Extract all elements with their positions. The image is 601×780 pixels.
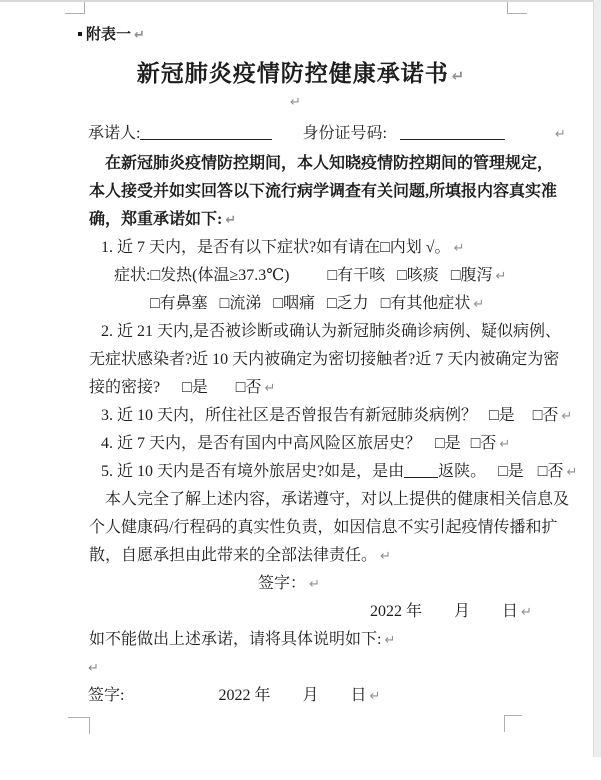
- intro-line-1: 在新冠肺炎疫情防控期间，本人知晓疫情防控期间的管理规定，: [105, 155, 554, 172]
- paragraph-mark: ↵: [453, 241, 465, 256]
- date-line-main: [370, 598, 532, 626]
- q3-no-checkbox[interactable]: □否: [532, 407, 559, 424]
- page-title: 新冠肺炎疫情防控健康承诺书: [136, 61, 449, 86]
- closing-line-1: 本人完全了解上述内容，承诺遵守，对以上提供的健康相关信息及: [105, 491, 570, 508]
- promisor-blank[interactable]: [140, 123, 272, 140]
- q4-no-checkbox[interactable]: □否: [470, 435, 497, 452]
- checkbox-fever[interactable]: □发热(体温≥37.3℃): [150, 267, 290, 284]
- paragraph-mark: ↵: [225, 213, 237, 228]
- checkbox-runny-nose[interactable]: □流涕: [219, 295, 262, 312]
- checkbox-fatigue[interactable]: □乏力: [327, 295, 369, 312]
- question-4: 4. 近 7 天内，是否有国内中高风险区旅居史？ □是 □否 ↵: [101, 430, 510, 458]
- paragraph-mark: ↵: [309, 577, 320, 592]
- empty-paragraph: [290, 88, 301, 116]
- checkbox-sputum[interactable]: □咳痰: [397, 267, 439, 284]
- question-2-line-2: 无症状感染者?近 10 天内被确定为密切接触者?近 7 天内被确定为密: [89, 351, 560, 368]
- question-2-line-1: 2. 近 21 天内,是否被诊断或确认为新冠肺炎确诊病例、疑似病例、: [101, 323, 562, 340]
- question-3: 3. 近 10 天内，所住社区是否曾报告有新冠肺炎病例？ □是 □否 ↵: [101, 402, 572, 430]
- paragraph-mark: ↵: [499, 437, 511, 452]
- paragraph-mark: ↵: [290, 95, 301, 110]
- promisor-label: 承诺人:: [88, 125, 141, 142]
- paragraph-mark: ↵: [88, 661, 99, 676]
- paragraph-mark: ↵: [369, 689, 381, 704]
- q2-no-checkbox[interactable]: □否: [235, 379, 262, 396]
- paragraph-mark: ↵: [473, 297, 485, 312]
- q5-no-checkbox[interactable]: □否: [537, 463, 564, 480]
- question-5: 5. 近 10 天内是否有境外旅居史?如是，是由 返陕。 □是 □否 ↵: [101, 458, 577, 486]
- signature-label: 签字:: [88, 687, 125, 704]
- bullet-icon: [78, 32, 82, 36]
- checkbox-diarrhea[interactable]: □腹泻: [450, 267, 493, 284]
- margin-crop-mark-bottom-left: [68, 717, 90, 734]
- q4-yes-checkbox[interactable]: □是: [435, 435, 461, 452]
- paragraph-mark: ↵: [384, 633, 396, 648]
- margin-crop-mark-bottom-right: [504, 715, 522, 732]
- return-place-blank[interactable]: [404, 461, 438, 478]
- signature-line-alt: [88, 682, 380, 710]
- paragraph-mark: ↵: [561, 409, 573, 424]
- attachment-line: [78, 21, 145, 49]
- q2-yes-checkbox[interactable]: □是: [182, 379, 208, 396]
- id-number-blank[interactable]: [400, 123, 505, 140]
- paragraph-mark: ↵: [566, 465, 578, 480]
- checkbox-dry-cough[interactable]: □有干咳: [327, 267, 386, 284]
- q3-yes-checkbox[interactable]: □是: [489, 407, 515, 424]
- attachment-label: 附表一: [86, 27, 132, 43]
- closing-line-2: 个人健康码/行程码的真实性负责，如因信息不实引起疫情传播和扩: [89, 519, 558, 536]
- question-1: 1. 近 7 天内，是否有以下症状?如有请在□内划 √。 ↵: [101, 239, 465, 256]
- date-text: 2022 年 月 日: [218, 687, 367, 704]
- symptoms-label: 症状:: [114, 267, 151, 284]
- checkbox-other-symptoms[interactable]: □有其他症状: [380, 295, 471, 312]
- paragraph-mark: ↵: [380, 549, 391, 564]
- closing-line-3: 散，自愿承担由此带来的全部法律责任。 ↵: [89, 547, 391, 564]
- intro-line-2: 本人接受并如实回答以下流行病学调查有关问题,所填报内容真实准: [89, 183, 558, 200]
- paragraph-mark: ↵: [134, 28, 145, 43]
- checkbox-sore-throat[interactable]: □咽痛: [273, 295, 316, 312]
- signature-line-main: [258, 570, 320, 598]
- paragraph-mark: ↵: [264, 381, 276, 396]
- paragraph-mark: ↵: [495, 269, 507, 284]
- note-line: 如不能做出上述承诺，请将具体说明如下: ↵: [89, 631, 396, 648]
- date-text: 2022 年 月 日: [370, 603, 519, 620]
- symptom-row-1: [114, 262, 506, 290]
- promisor-line: [88, 120, 566, 148]
- id-number-label: 身份证号码:: [302, 125, 387, 142]
- checkbox-nasal-congestion[interactable]: □有鼻塞: [150, 295, 208, 312]
- symptom-row-2: [150, 290, 484, 318]
- empty-paragraph: [88, 654, 99, 682]
- margin-crop-mark-top-left: [65, 2, 85, 14]
- q5-yes-checkbox[interactable]: □是: [498, 463, 524, 480]
- paragraph-mark: ↵: [451, 67, 465, 85]
- margin-crop-mark-top-right: [507, 2, 527, 14]
- intro-line-3: 确，郑重承诺如下: ↵: [89, 211, 237, 228]
- paragraph-mark: ↵: [554, 127, 566, 142]
- paragraph-mark: ↵: [521, 605, 532, 620]
- question-2-line-3: 接的密接? □是 □否 ↵: [89, 374, 275, 402]
- page-right-edge: [593, 0, 601, 757]
- signature-label: 签字：: [258, 575, 307, 592]
